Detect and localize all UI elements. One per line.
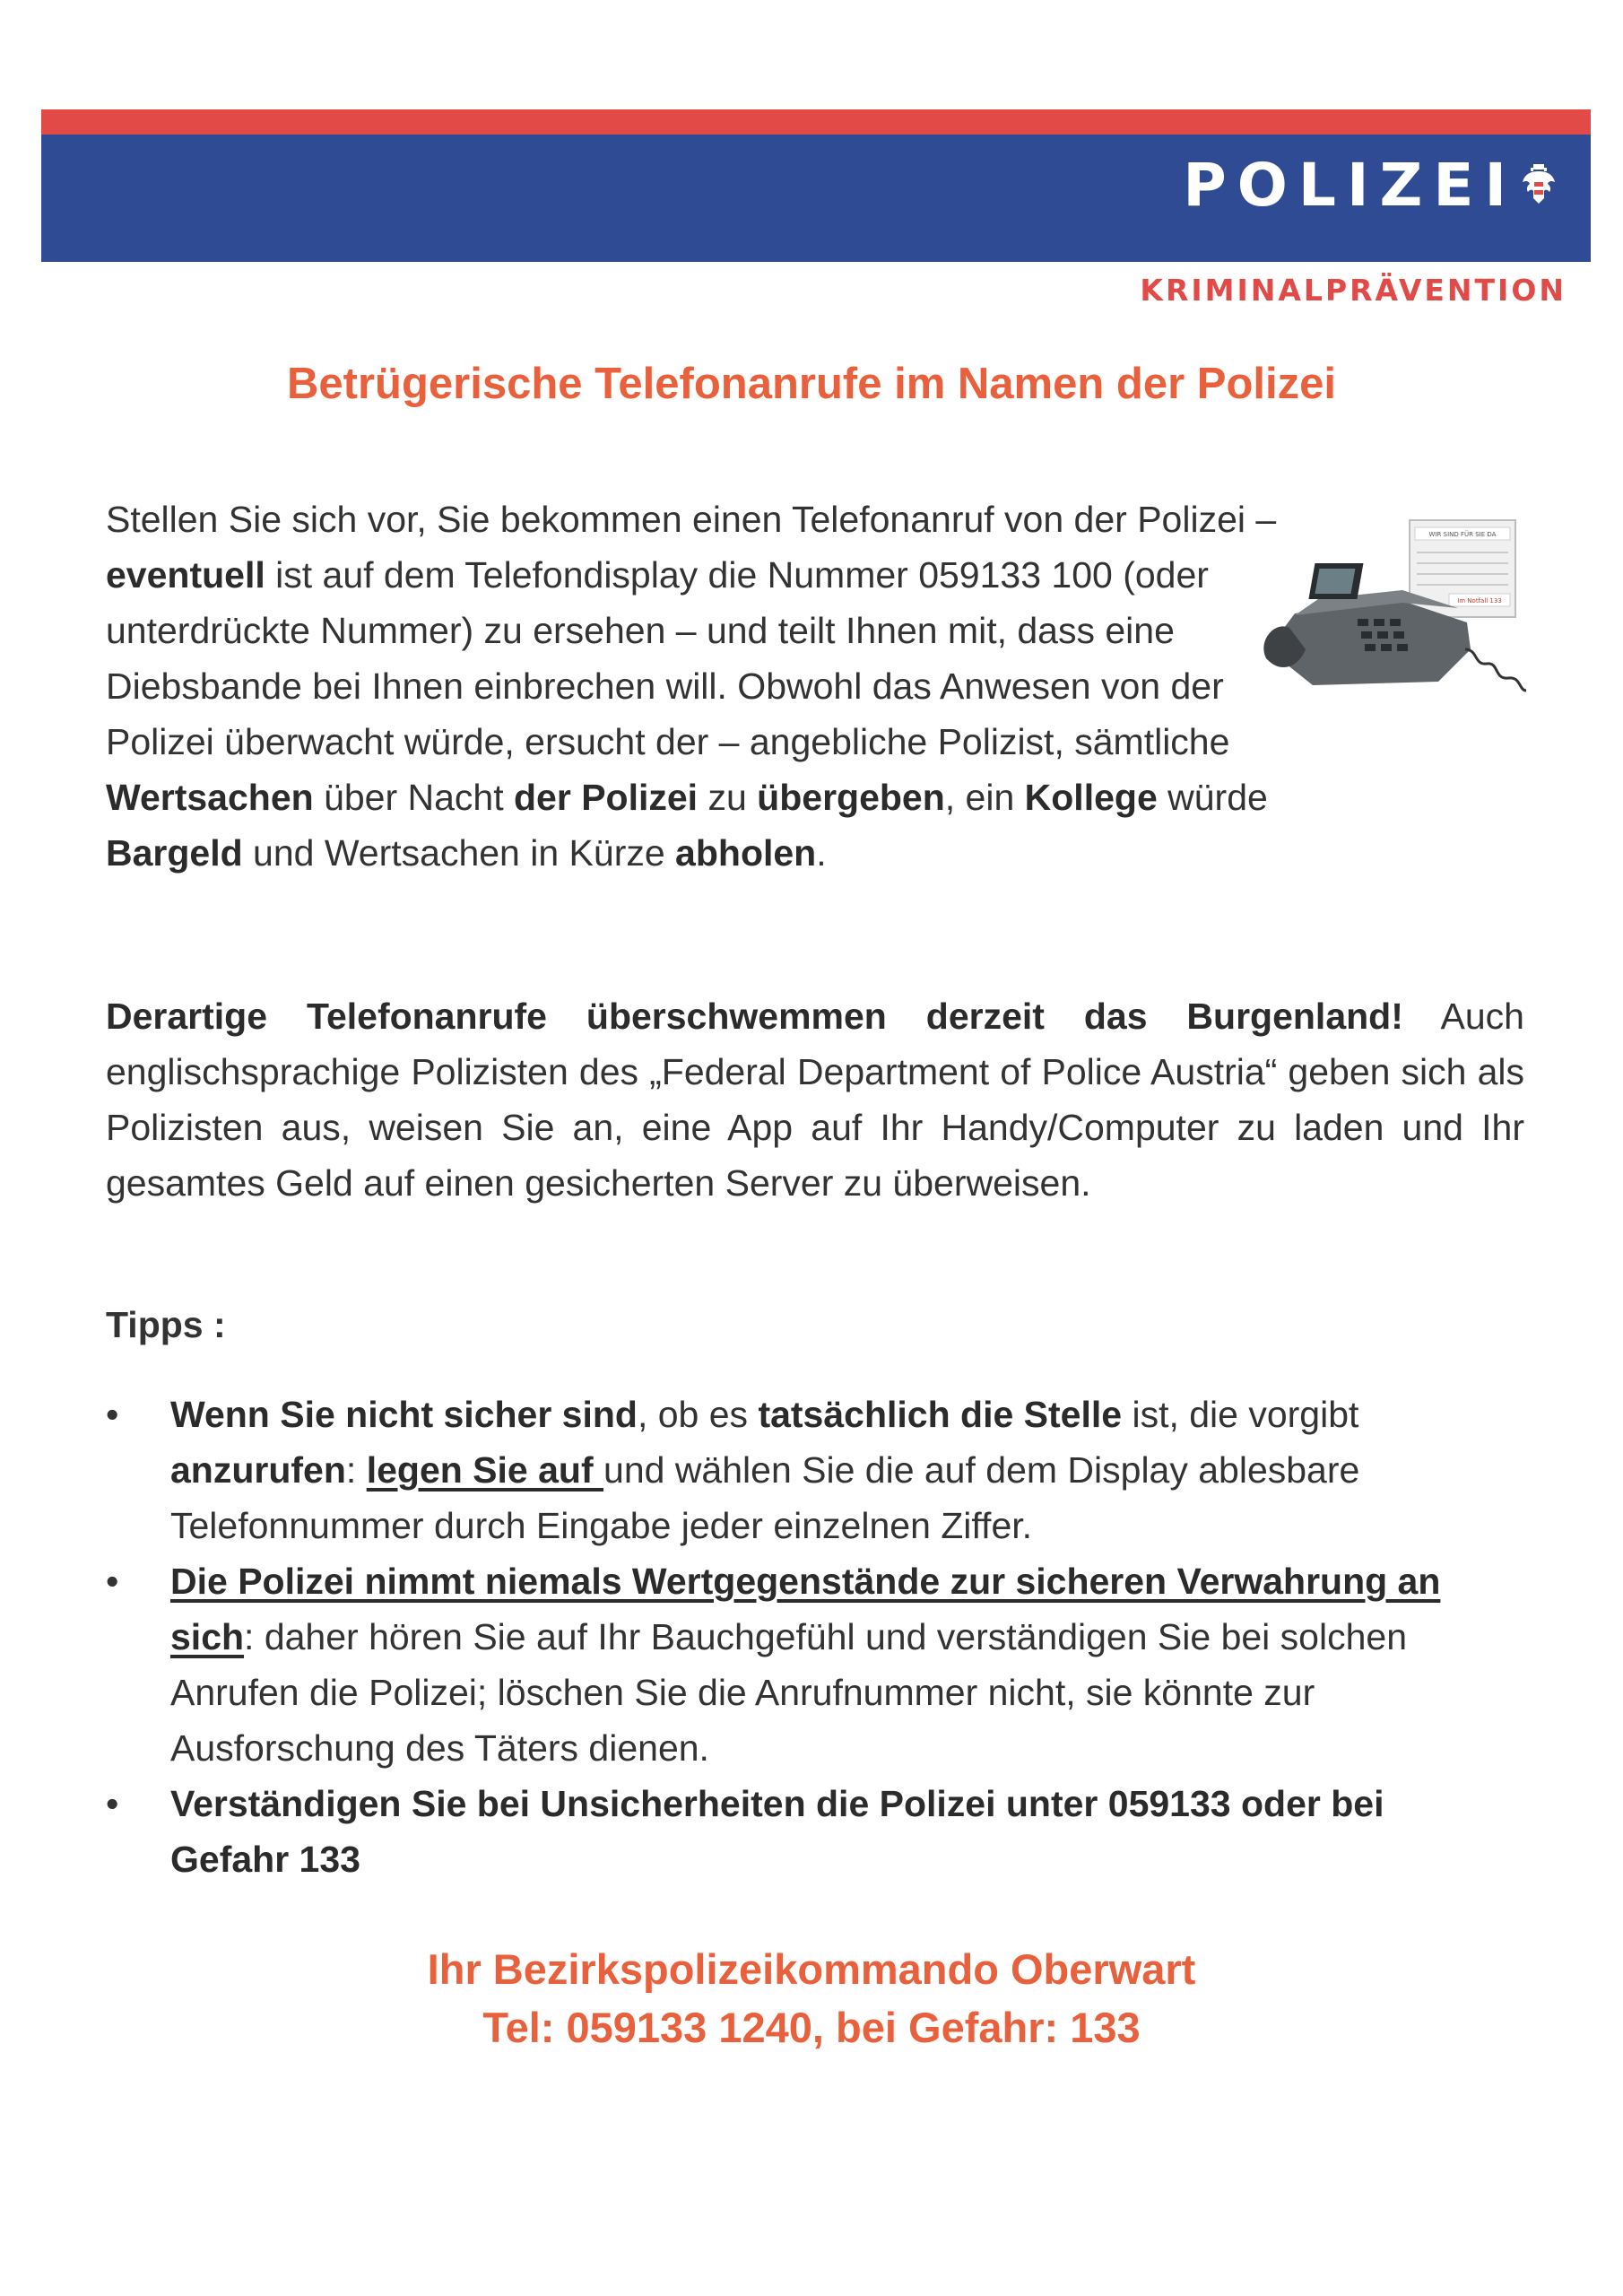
footer-phone: Tel: 059133 1240, bei Gefahr: 133 [482,2004,1141,2051]
tips-heading: Tipps : [106,1304,226,1345]
intro-paragraph: Stellen Sie sich vor, Sie bekommen einen Telefonanruf von der Polizei – eventuell ist auf dem Telefondisplay die Nummer 059133 100 (oder unterdrückte Nummer) zu ersehen – und teilt Ihnen mit, dass eine Diebsbande bei Ihnen einbrechen will. Obwohl das Anwesen von der Polizei überwacht würde, ersucht der – angebliche Polizist, sämtliche Wertsachen über Nacht der Polizei zu übergeben, ein Kollege würde Bargeld und Wertsachen in Kürze abholen. [106,499,1277,874]
list-item: • Wenn Sie nicht sicher sind, ob es tatsächlich die Stelle ist, die vorgibt anzurufen: legen Sie auf und wählen Sie die auf dem Display ablesbare Telefonnummer durch Eingabe jeder einzelnen Ziffer. [106,1387,1505,1553]
polizei-logo [1183,151,1557,220]
footer-office: Ihr Bezirkspolizeikommando Oberwart [427,1945,1196,1993]
warning-paragraph: Derartige Telefonanrufe überschwemmen derzeit das Burgenland! Auch englischsprachige Polizisten des „Federal Department of Police Austria“ geben sich als Polizisten aus, weisen Sie an, eine App auf Ihr Handy/Computer zu laden und Ihr gesamtes Geld auf einen gesicherten Server zu überweisen. [106,996,1524,1204]
banner-red-stripe [41,109,1591,135]
card-emergency-label: Im Notfall 133 [1457,597,1502,604]
list-item: • Verständigen Sie bei Unsicherheiten die Polizei unter 059133 oder bei Gefahr 133 [106,1776,1505,1887]
telephone-illustration [1259,515,1528,703]
kriminalpraevention-subtitle: KRIMINALPRÄVENTION [1140,273,1567,308]
tips-list [106,1387,1505,1887]
police-banner [41,109,1591,262]
list-item: • Die Polizei nimmt niemals Wertgegenstände zur sicheren Verwahrung an sich: daher hören Sie auf Ihr Bauchgefühl und verständigen Sie bei solchen Anrufen die Polizei; löschen Sie die Anrufnummer nicht, sie könnte zur Ausforschung des Täters dienen. [106,1553,1505,1776]
polizei-wordmark: POLIZEI [1183,151,1517,220]
card-label: WIR SIND FÜR SIE DA [1428,531,1497,538]
page-title: Betrügerische Telefonanrufe im Namen der Polizei [287,360,1336,408]
phone-cord [1465,649,1526,691]
austrian-eagle-icon [1521,162,1557,209]
